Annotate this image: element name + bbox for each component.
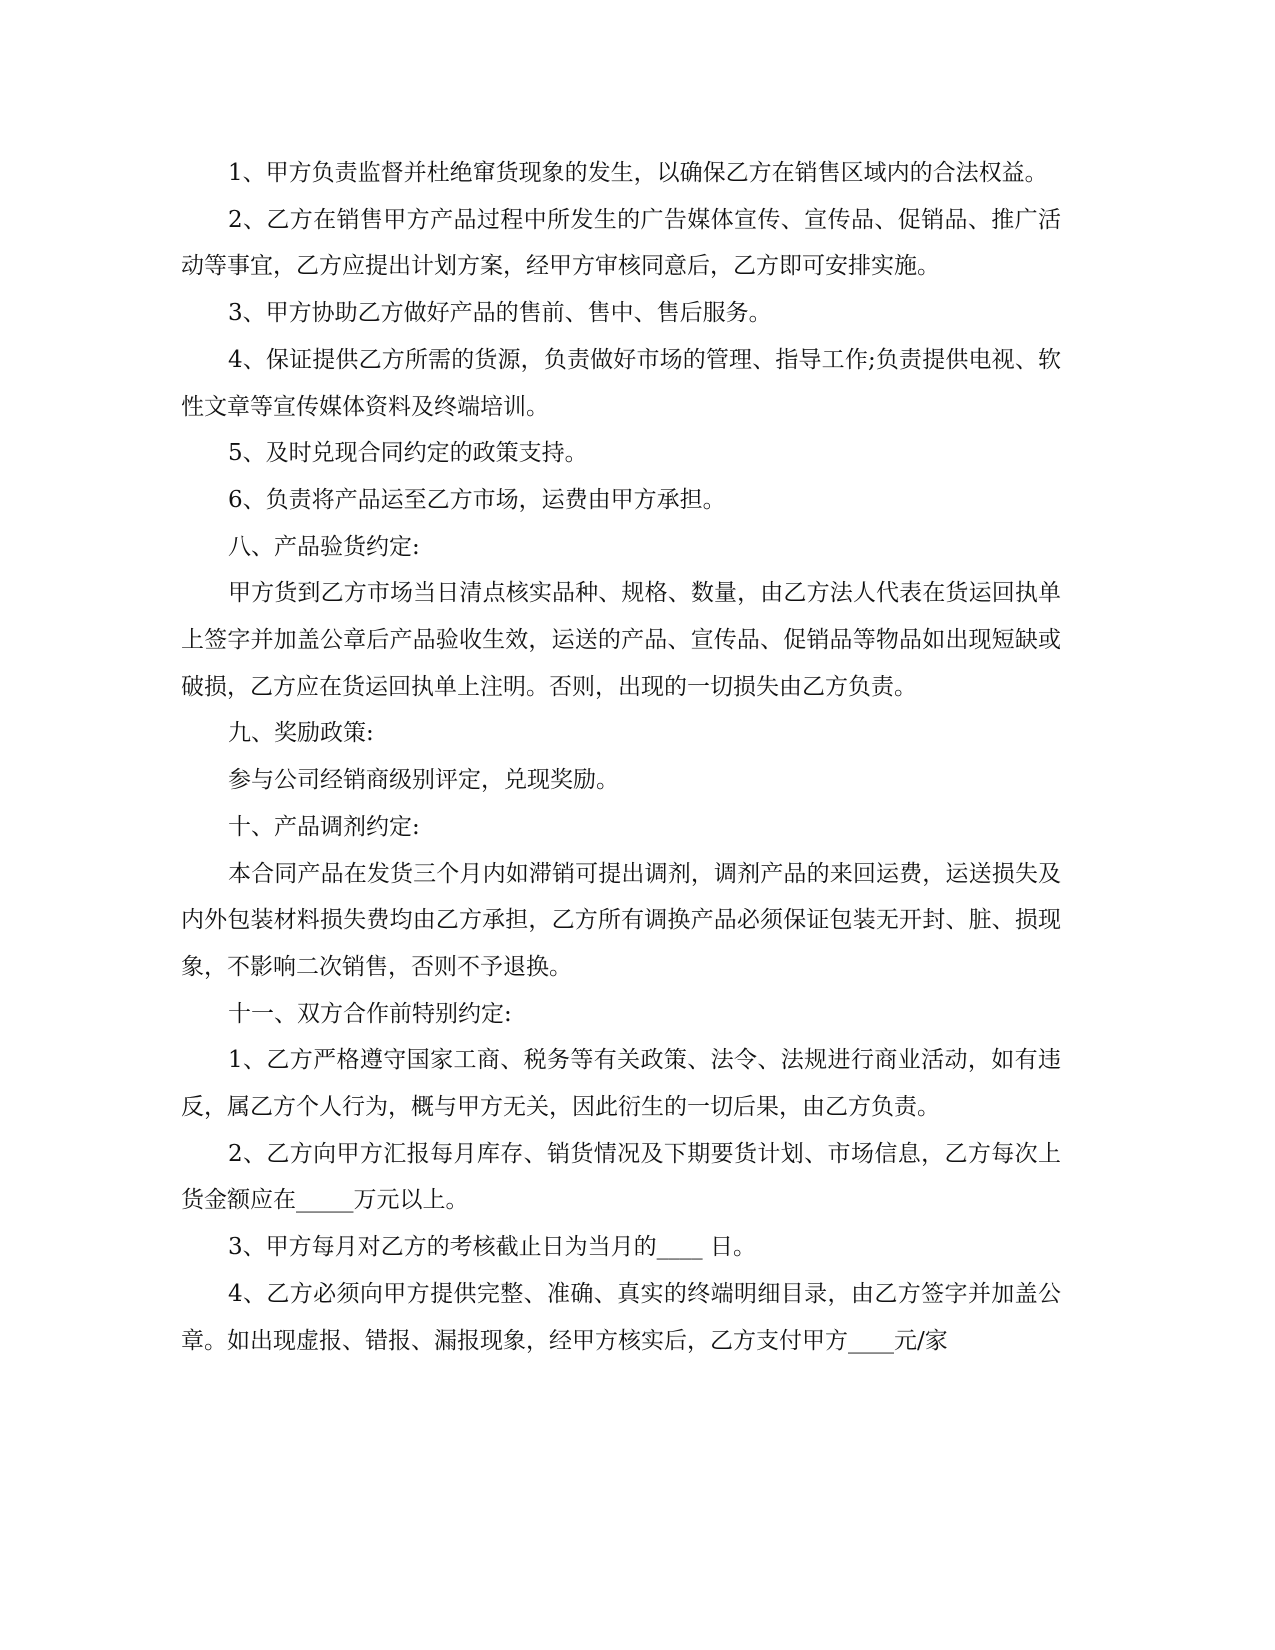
clause-paragraph: 3、甲方协助乙方做好产品的售前、售中、售后服务。 [228, 300, 772, 327]
clause-paragraph: 甲方货到乙方市场当日清点核实品种、规格、数量，由乙方法人代表在货运回执单上签字并加盖公章后产品验收生效，运送的产品、宣传品、促销品等物品如出现短缺或破损，乙方应在货运回执单上注明。否则，出现的一切损失由乙方负责。 [181, 580, 1061, 700]
clause-paragraph: 1、甲方负责监督并杜绝窜货现象的发生，以确保乙方在销售区域内的合法权益。 [228, 160, 1048, 186]
clause-paragraph: 1、乙方严格遵守国家工商、税务等有关政策、法令、法规进行商业活动，如有违反，属乙方个人行为，概与甲方无关，因此衍生的一切后果，由乙方负责。 [181, 1047, 1061, 1121]
clause-paragraph: 4、乙方必须向甲方提供完整、准确、真实的终端明细目录，由乙方签字并加盖公章。如出现虚报、错报、漏报现象，经甲方核实后，乙方支付甲方____元/家 [181, 1280, 1061, 1354]
clause-paragraph: 3、甲方每月对乙方的考核截止日为当月的____ 日。 [228, 1234, 756, 1261]
section-heading: 十一、双方合作前特别约定: [228, 1000, 512, 1027]
clause-paragraph: 2、乙方在销售甲方产品过程中所发生的广告媒体宣传、宣传品、促销品、推广活动等事宜，乙方应提出计划方案，经甲方审核同意后，乙方即可安排实施。 [181, 206, 1061, 280]
clause-paragraph: 5、及时兑现合同约定的政策支持。 [228, 440, 588, 467]
clause-paragraph: 4、保证提供乙方所需的货源，负责做好市场的管理、指导工作;负责提供电视、软性文章等宣传媒体资料及终端培训。 [181, 346, 1061, 420]
section-heading: 十、产品调剂约定: [228, 813, 420, 840]
section-heading: 九、奖励政策: [228, 720, 374, 747]
clause-paragraph: 本合同产品在发货三个月内如滞销可提出调剂，调剂产品的来回运费，运送损失及内外包装材料损失费均由乙方承担，乙方所有调换产品必须保证包装无开封、脏、损现象，不影响二次销售，否则不予退换。 [181, 860, 1061, 980]
section-heading: 八、产品验货约定: [228, 533, 420, 560]
clause-paragraph: 2、乙方向甲方汇报每月库存、销货情况及下期要货计划、市场信息，乙方每次上货金额应在_____万元以上。 [181, 1140, 1061, 1214]
document-body [181, 150, 1061, 1364]
clause-paragraph: 6、负责将产品运至乙方市场，运费由甲方承担。 [228, 486, 726, 513]
clause-paragraph: 参与公司经销商级别评定，兑现奖励。 [228, 767, 619, 794]
